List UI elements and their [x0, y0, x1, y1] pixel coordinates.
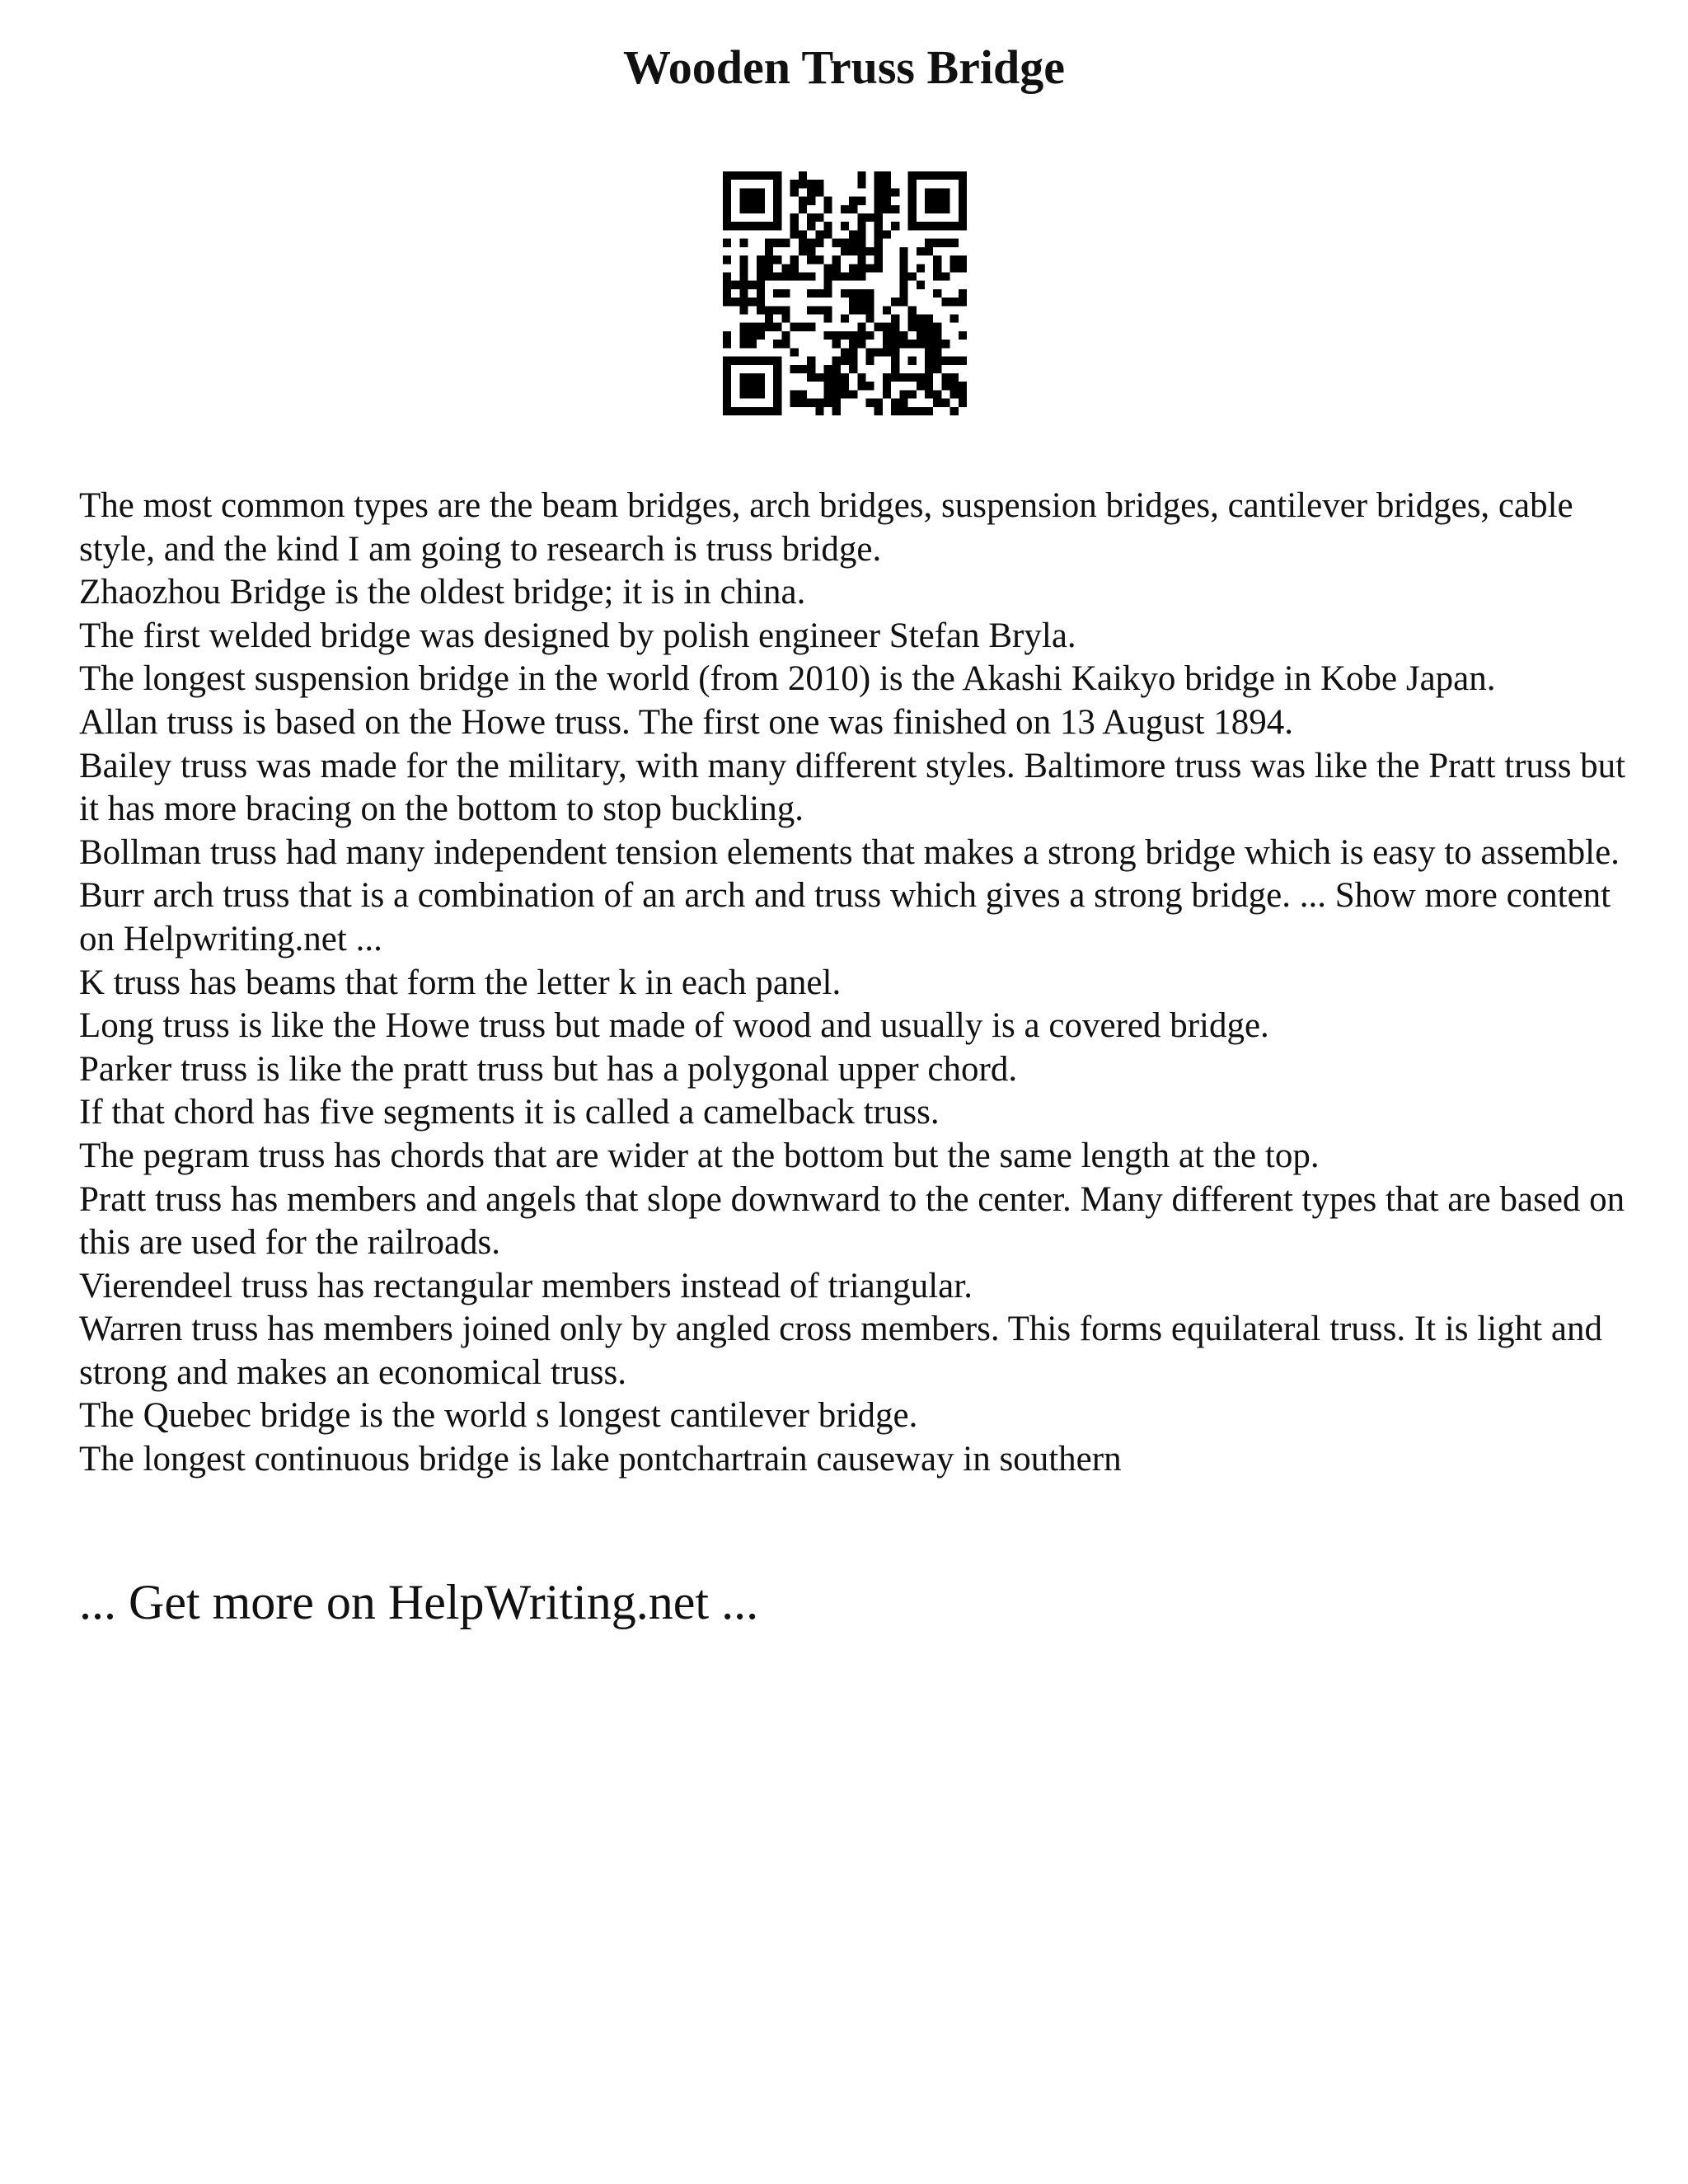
paragraph: Allan truss is based on the Howe truss. The first one was finished on 13 August 1894.: [79, 702, 1294, 742]
paragraph: Zhaozhou Bridge is the oldest bridge; it is in china.: [79, 573, 806, 612]
get-more-link[interactable]: ... Get more on HelpWriting.net ...: [79, 1575, 759, 1629]
qr-code-icon: [723, 171, 967, 415]
paragraph: Bailey truss was made for the military, with many different styles. Baltimore truss was like the Pratt truss but it has more bracing on the bottom to stop buckling.: [79, 746, 1626, 829]
paragraph: Long truss is like the Howe truss but made of wood and usually is a covered bridge.: [79, 1006, 1269, 1046]
paragraph: K truss has beams that form the letter k in each panel.: [79, 963, 842, 1002]
paragraph: Vierendeel truss has rectangular members instead of triangular.: [79, 1266, 973, 1305]
paragraph: If that chord has five segments it is called a camelback truss.: [79, 1093, 940, 1132]
paragraph: The most common types are the beam bridges, arch bridges, suspension bridges, cantilever bridges, cable style, and the kind I am going to research is truss bridge.: [79, 486, 1573, 569]
paragraph: Bollman truss had many independent tension elements that makes a strong bridge which is easy to assemble.: [79, 832, 1620, 872]
paragraph: Parker truss is like the pratt truss but has a polygonal upper chord.: [79, 1049, 1018, 1089]
paragraph: Burr arch truss that is a combination of an arch and truss which gives a strong bridge. ... Show more content on Helpwriting.net ...: [79, 876, 1611, 958]
paragraph: Pratt truss has members and angels that slope downward to the center. Many different types that are based on this are used for the railroads.: [79, 1179, 1625, 1263]
paragraph: The first welded bridge was designed by polish engineer Stefan Bryla.: [79, 616, 1076, 655]
article-body: [79, 485, 1629, 1482]
paragraph: Warren truss has members joined only by angled cross members. This forms equilateral truss. It is light and strong and makes an economical truss.: [79, 1310, 1602, 1392]
paragraph: The longest continuous bridge is lake pontchartrain causeway in southern: [79, 1440, 1122, 1479]
paragraph: The pegram truss has chords that are wider at the bottom but the same length at the top.: [79, 1136, 1320, 1175]
paragraph: The Quebec bridge is the world s longest cantilever bridge.: [79, 1396, 918, 1436]
page-title: Wooden Truss Bridge: [622, 40, 1066, 94]
paragraph: The longest suspension bridge in the world (from 2010) is the Akashi Kaikyo bridge in Kobe Japan.: [79, 659, 1496, 699]
